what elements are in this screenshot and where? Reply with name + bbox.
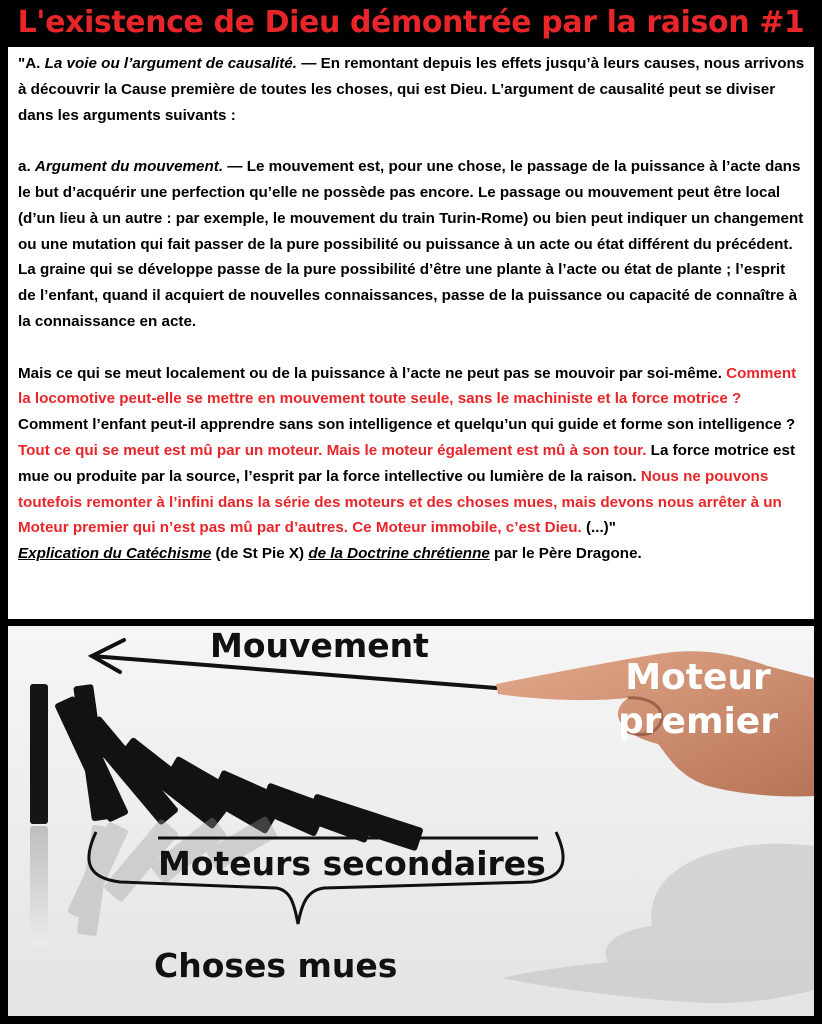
label-choses-mues: Choses mues (154, 946, 398, 985)
para3-red-2: Tout ce qui se meut est mû par un moteur. Mais le moteur également est mû à son tour. (18, 441, 647, 459)
label-moteur-line1: Moteur (625, 657, 771, 698)
label-moteurs-secondaires: Moteurs secondaires (158, 844, 546, 883)
para1-body: — En remontant depuis les effets jusqu’à leurs causes, nous arrivons à découvrir la Cause première de toutes les choses, qui est Dieu. L’argument de causalité peut se diviser dans les arguments suivants : (18, 55, 805, 124)
para1-heading: La voie ou l’argument de causalité. (44, 55, 297, 72)
para3-text-3: La force motrice est mue ou produite par la source, l’esprit par la force intellective ou lumière de la raison. (18, 441, 796, 485)
source-work: Explication du Catéchisme (18, 545, 212, 563)
paragraph-argument (18, 361, 806, 542)
label-moteur-line2: premier (618, 701, 778, 742)
label-mouvement: Mouvement (210, 626, 429, 665)
paragraph-causality (18, 51, 806, 128)
para3-red-1: Comment la locomotive peut-elle se mettre en mouvement toute seule, sans le machiniste et la force motrice ? (18, 364, 797, 408)
para2-heading: Argument du mouvement. (34, 158, 224, 176)
source-subtitle: de la Doctrine chrétienne (308, 545, 490, 563)
para3-red-3: Nous ne pouvons toutefois remonter à l’infini dans la série des moteurs et des choses mues, mais devons nous arrêter à un Moteur premier qui n’est pas mû par d’autres. Ce Moteur immobile, c’est Dieu. (18, 467, 782, 537)
source-author: (de St Pie X) (211, 545, 309, 563)
standing-domino (30, 684, 48, 946)
para3-end: (...)" (581, 519, 616, 537)
quote-text-panel (8, 47, 814, 619)
page-title: L'existence de Dieu démontrée par la raison #1 (17, 5, 805, 40)
para2-open: a. (18, 158, 35, 176)
paragraph-movement (18, 154, 806, 335)
label-moteur-premier (618, 656, 778, 744)
para3-text-1: Mais ce qui se meut localement ou de la puissance à l’acte ne peut pas se mouvoir par soi-même. (18, 364, 727, 382)
para2-body: — Le mouvement est, pour une chose, le passage de la puissance à l’acte dans le but d’acquérir une perfection qu’elle ne possède pas encore. Le passage ou mouvement peut être local (d’un lieu à un autre : par exemple, le mouvement du train Turin-Rome) ou bien peut indiquer un changement ou une mutation qui fait passer de la pure possibilité ou puissance à un acte ou état différent du précédent. La graine qui se développe passe de la pure possibilité d’être une plante à l’acte ou état de plante ; l’esprit de l’enfant, quand il acquiert de nouvelles connaissances, passe de la puissance ou capacité de connaître à la connaissance en acte. (18, 158, 804, 330)
para3-text-2: Comment l’enfant peut-il apprendre sans son intelligence et quelqu’un qui guide et forme son intelligence ? (18, 416, 796, 434)
para1-open: "A. (18, 55, 45, 72)
source-citation (18, 541, 806, 567)
domino-illustration (8, 626, 814, 1016)
source-tail: par le Père Dragone. (489, 545, 642, 563)
